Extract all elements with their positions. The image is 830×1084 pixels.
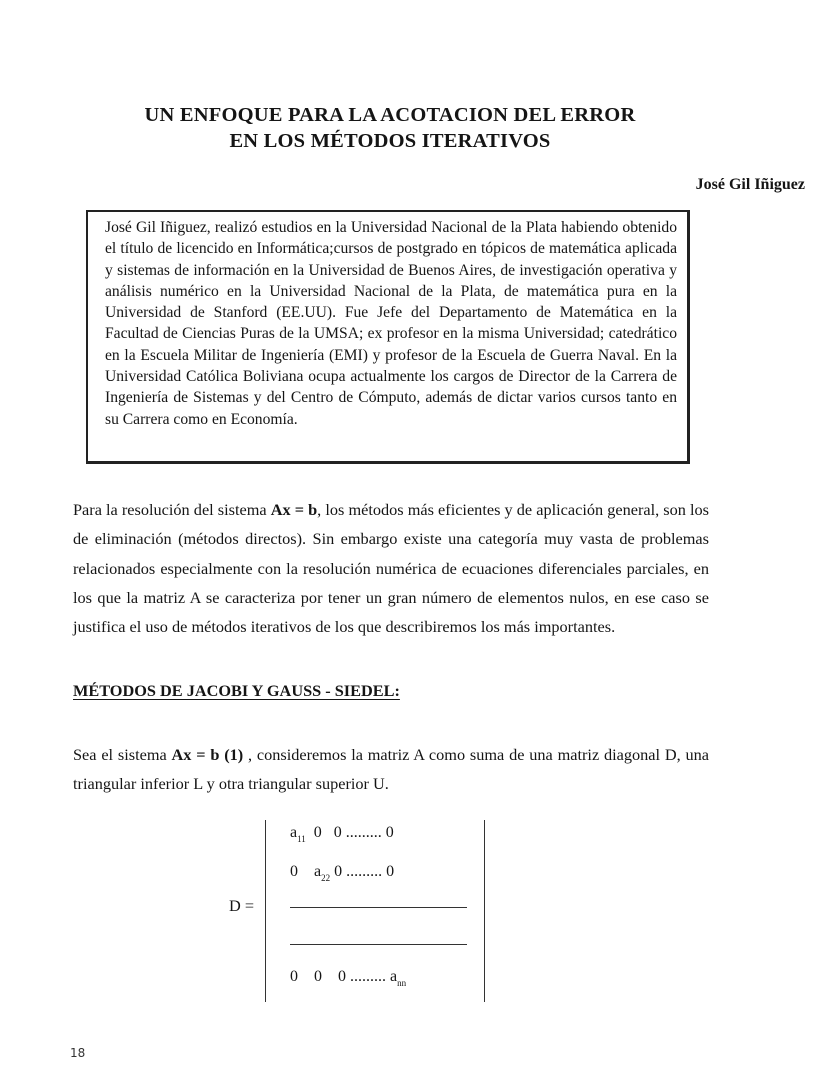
row1-subscript: 11	[297, 834, 306, 844]
matrix-ellipsis-line-1	[290, 907, 467, 908]
system-paragraph	[73, 740, 709, 799]
row2-rest: 0 ......... 0	[330, 863, 395, 880]
matrix-row-1	[290, 824, 394, 844]
intro-paragraph	[73, 495, 709, 641]
matrix-left-bracket	[265, 820, 266, 1002]
title-line-1: UN ENFOQUE PARA LA ACOTACION DEL ERROR	[144, 104, 636, 126]
author-bio-box	[86, 210, 690, 464]
paper-title	[0, 102, 780, 154]
matrix-row-n	[290, 968, 406, 988]
system-equation: Ax = b (1)	[171, 745, 244, 764]
rown-subscript: nn	[397, 978, 407, 988]
row1-rest: 0 0 ......... 0	[305, 824, 394, 841]
author-name: José Gil Iñiguez	[695, 176, 805, 193]
matrix-row-2	[290, 863, 394, 883]
matrix-label: D =	[229, 896, 255, 915]
section-heading: MÉTODOS DE JACOBI Y GAUSS - SIEDEL:	[73, 681, 400, 700]
page-number: 18	[70, 1046, 86, 1060]
system-text-start: Sea el sistema	[73, 745, 172, 764]
author-bio-text: José Gil Iñiguez, realizó estudios en la Universidad Nacional de la Plata habiendo obtenido el título de licencido en Informática;cursos de postgrado en tópicos de matemática aplicada y sistemas de información en la Universidad de Buenos Aires, de investigación operativa y análisis numérico en la Universidad Nacional de la Plata, de matemática pura en la Universidad de Stanford (EE.UU). Fue Jefe del Departamento de Matemática en la Facultad de Ciencias Puras de la UMSA; ex profesor en la misma Universidad; catedrático en la Escuela Militar de Ingeniería (EMI) y profesor de la Escuela de Guerra Naval. En la Universidad Católica Boliviana ocupa actualmente los cargos de Director de la Carrera de Ingeniería de Sistemas y del Centro de Cómputo, además de dictar varios cursos tanto en su Carrera como en Economía.	[105, 219, 677, 428]
matrix-ellipsis-line-2	[290, 944, 467, 945]
matrix-right-bracket	[484, 820, 485, 1002]
intro-text-start: Para la resolución del sistema	[73, 500, 271, 519]
row2-subscript: 22	[321, 873, 331, 883]
rown-lead: 0 0 0 ......... a	[290, 968, 398, 985]
title-line-2: EN LOS MÉTODOS ITERATIVOS	[229, 130, 551, 152]
intro-text-end: , los métodos más eficientes y de aplicación general, son los de eliminación (métodos directos). Sin embargo existe una categoría muy vasta de problemas relacionados especialmente con la resolución numérica de ecuaciones diferenciales parciales, en los que la matriz A se caracteriza por tener un gran número de elementos nulos, en ese caso se justifica el uso de métodos iterativos de los que describiremos los más importantes.	[73, 500, 710, 637]
intro-equation: Ax = b	[270, 500, 318, 519]
system-text-end: , consideremos la matriz A como suma de una matriz diagonal D, una triangular inferior L y otra triangular superior U.	[73, 745, 709, 794]
row2-lead: 0 a	[290, 863, 322, 880]
row1-element: a	[290, 824, 298, 841]
